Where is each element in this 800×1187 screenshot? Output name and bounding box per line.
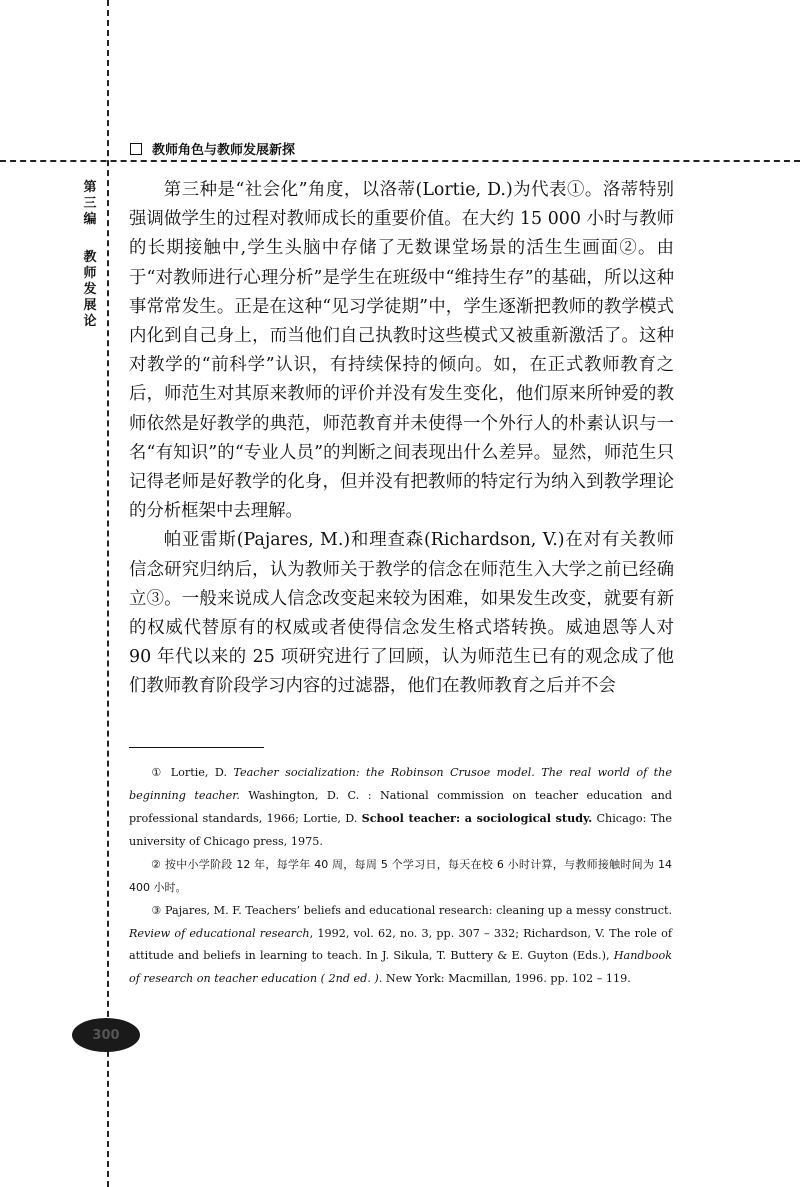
side-section-label: 教师发展论 xyxy=(83,250,97,329)
header-dashed-horizontal-line xyxy=(0,160,800,162)
page-number-badge xyxy=(72,1018,140,1052)
footnotes xyxy=(129,762,672,991)
footnote-title: Handbook of research on teacher education ( 2nd ed. ) xyxy=(129,949,672,985)
side-tab xyxy=(82,180,98,330)
footnote-title: Teacher socialization: the Robinson Crusoe model. The real world of the beginning teacher. xyxy=(129,766,673,802)
footnote-3 xyxy=(129,900,672,990)
footnote-title: School teacher: a sociological study. xyxy=(361,811,593,825)
footnote-2 xyxy=(129,854,672,899)
body-paragraph: 第三种是“社会化”角度，以洛蒂(Lortie, D.)为代表①。洛蒂特别强调做学生的过程对教师成长的重要价值。在大约 15 000 小时与教师的长期接触中,学生头脑中存储了无数课堂场景的活生生画面②。由于“对教师进行心理分析”是学生在班级中“维持生存”的基础，所以这种事常常发生。正是在这种“见习学徒期”中，学生逐渐把教师的教学模式内化到自己身上，而当他们自己执教时这些模式又被重新激活了。这种对教学的“前科学”认识，有持续保持的倾向。如，在正式教师教育之后，师范生对其原来教师的评价并没有发生变化，他们原来所钟爱的教师依然是好教学的典范，师范教育并未使得一个外行人的朴素认识与一名“有知识”的“专业人员”的判断之间表现出什么差异。显然，师范生只记得老师是好教学的化身，但并没有把教师的特定行为纳入到教学理论的分析框架中去理解。 xyxy=(129,180,674,522)
footnote-text: 按中小学阶段 12 年，每学年 40 周，每周 5 个学习日，每天在校 6 小时计算，与教师接触时间为 14 400 小时。 xyxy=(129,858,672,894)
footnote-text: Washington, D. C. : National commission on teacher education and professional standards, 1966; Lortie, D. xyxy=(129,788,672,825)
side-part-label: 第三编 xyxy=(83,180,97,227)
side-gap xyxy=(82,228,98,250)
footnote-text: Pajares, M. F. Teachers’ beliefs and educational research: cleaning up a messy construct. xyxy=(165,904,673,917)
footnote-mark: ① xyxy=(151,766,165,779)
footnote-text: . New York: Macmillan, 1996. pp. 102 – 119. xyxy=(378,971,631,985)
footnote-1 xyxy=(129,762,672,853)
footnote-rule xyxy=(129,747,264,748)
page-number: 300 xyxy=(92,1027,120,1043)
footnote-text: Chicago: The university of Chicago press, 1975. xyxy=(129,812,672,848)
header-square-icon xyxy=(130,143,142,155)
footnote-text: , 1992, vol. 62, no. 3, pp. 307 – 332; Richardson, V. The role of attitude and beliefs in learning to teach. In J. Sikula, T. Buttery & E. Guyton (Eds.), xyxy=(129,926,672,962)
header-title: 教师角色与教师发展新探 xyxy=(152,143,296,158)
footnote-title: Review of educational research xyxy=(129,926,310,940)
footnote-mark: ② xyxy=(151,858,162,871)
footnote-mark: ③ xyxy=(151,904,162,917)
footnote-text: Lortie, D. xyxy=(170,766,234,779)
margin-dashed-vertical-line xyxy=(107,0,109,1187)
running-header xyxy=(130,139,295,158)
body-paragraph: 帕亚雷斯(Pajares, M.)和理查森(Richardson, V.)在对有关教师信念研究归纳后，认为教师关于教学的信念在师范生入大学之前已经确立③。一般来说成人信念改变起来较为困难，如果发生改变，就要有新的权威代替原有的权威或者使得信念发生格式塔转换。威迪恩等人对 90 年代以来的 25 项研究进行了回顾，认为师范生已有的观念成了他们教师教育阶段学习内容的过滤器，他们在教师教育之后并不会 xyxy=(129,530,674,697)
body-text xyxy=(129,176,674,702)
